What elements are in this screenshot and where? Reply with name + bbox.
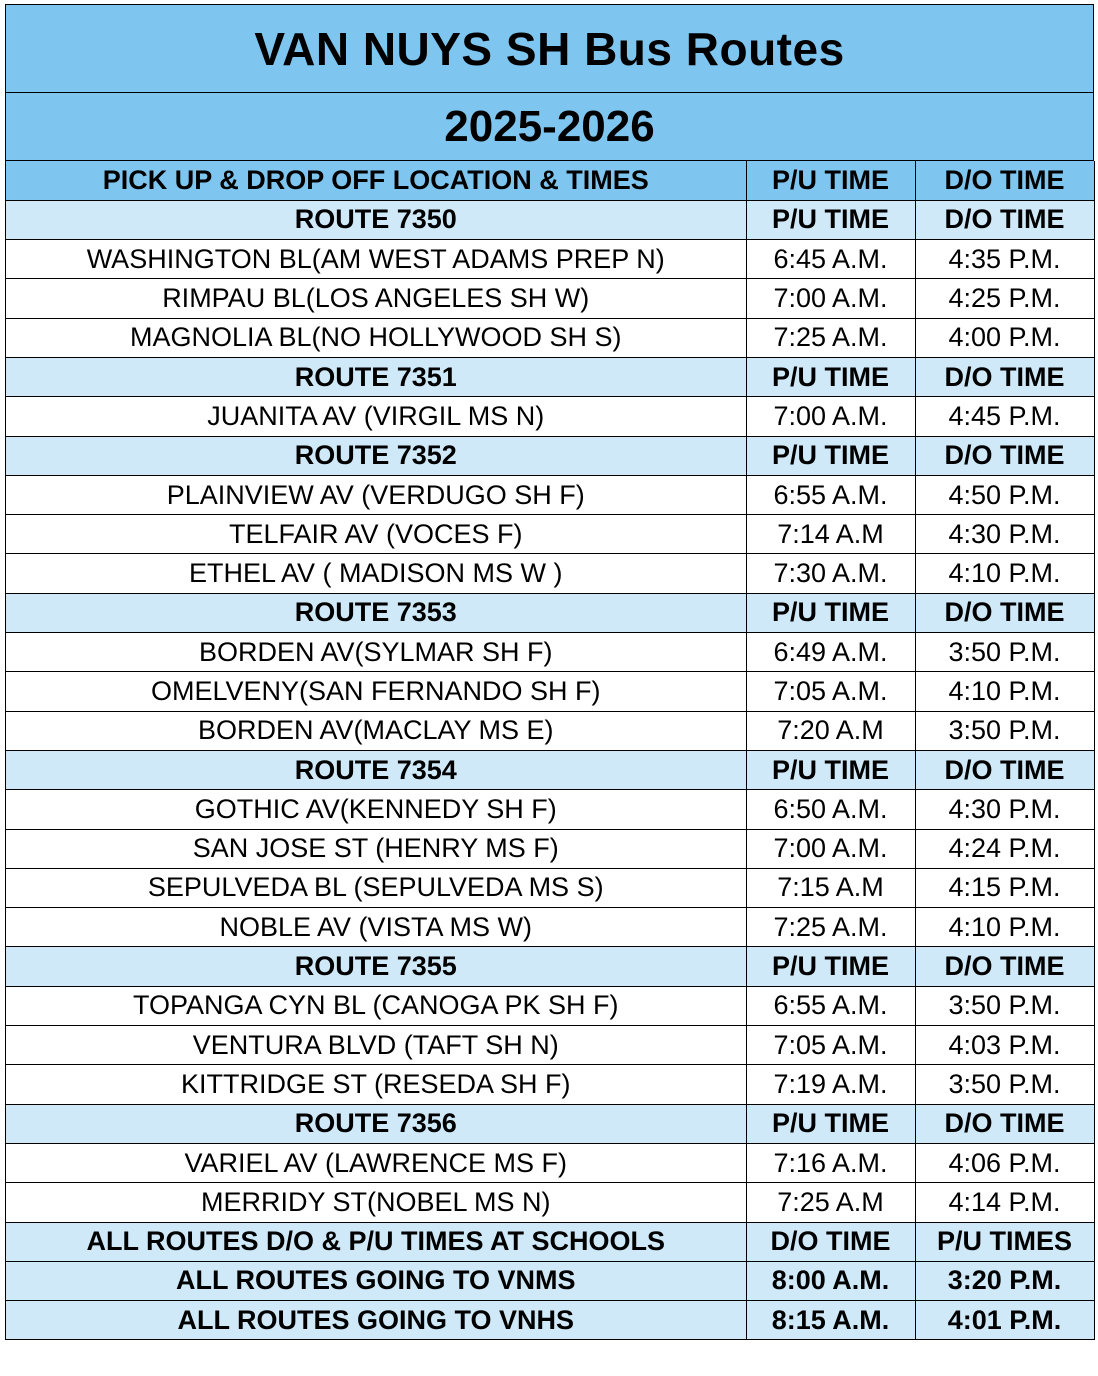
stop-location: MERRIDY ST(NOBEL MS N) (6, 1183, 746, 1222)
stop-row (6, 829, 1094, 868)
stop-row (6, 1143, 1094, 1182)
stop-pickup-time: 7:15 A.M (746, 868, 915, 907)
stop-pickup-time: 7:25 A.M (746, 1183, 915, 1222)
route-dropoff-label: D/O TIME (915, 593, 1094, 632)
stop-location: BORDEN AV(SYLMAR SH F) (6, 633, 746, 672)
stop-pickup-time: 7:30 A.M. (746, 554, 915, 593)
school-times-row (6, 1261, 1094, 1300)
stop-dropoff-time: 3:50 P.M. (915, 1065, 1094, 1104)
route-pickup-label: P/U TIME (746, 436, 915, 475)
route-header-row (6, 750, 1094, 789)
header-location: PICK UP & DROP OFF LOCATION & TIMES (6, 161, 746, 200)
header-pickup-time: P/U TIME (746, 161, 915, 200)
route-header-row (6, 436, 1094, 475)
school-dropoff-time: 8:15 A.M. (746, 1301, 915, 1340)
school-times-label: ALL ROUTES D/O & P/U TIMES AT SCHOOLS (6, 1222, 746, 1261)
stop-dropoff-time: 4:30 P.M. (915, 790, 1094, 829)
stop-row (6, 1026, 1094, 1065)
school-times-col2-label: D/O TIME (746, 1222, 915, 1261)
stop-location: OMELVENY(SAN FERNANDO SH F) (6, 672, 746, 711)
stop-dropoff-time: 4:10 P.M. (915, 908, 1094, 947)
stop-dropoff-time: 3:50 P.M. (915, 633, 1094, 672)
stop-row (6, 397, 1094, 436)
stop-row (6, 633, 1094, 672)
stop-pickup-time: 7:05 A.M. (746, 672, 915, 711)
stop-pickup-time: 6:45 A.M. (746, 240, 915, 279)
stop-row (6, 672, 1094, 711)
bus-routes-sheet (5, 4, 1094, 1340)
route-name: ROUTE 7351 (6, 357, 746, 396)
school-destination: ALL ROUTES GOING TO VNHS (6, 1301, 746, 1340)
stop-row (6, 318, 1094, 357)
stop-location: SAN JOSE ST (HENRY MS F) (6, 829, 746, 868)
route-name: ROUTE 7355 (6, 947, 746, 986)
stop-location: MAGNOLIA BL(NO HOLLYWOOD SH S) (6, 318, 746, 357)
stop-dropoff-time: 4:03 P.M. (915, 1026, 1094, 1065)
school-times-col3-label: P/U TIMES (915, 1222, 1094, 1261)
route-dropoff-label: D/O TIME (915, 947, 1094, 986)
routes-table (6, 161, 1095, 1340)
stop-row (6, 1065, 1094, 1104)
stop-row (6, 240, 1094, 279)
stop-pickup-time: 7:00 A.M. (746, 829, 915, 868)
route-dropoff-label: D/O TIME (915, 357, 1094, 396)
route-header-row (6, 947, 1094, 986)
stop-dropoff-time: 4:10 P.M. (915, 672, 1094, 711)
routes-table-body (6, 161, 1094, 1340)
stop-dropoff-time: 4:06 P.M. (915, 1143, 1094, 1182)
stop-row (6, 908, 1094, 947)
stop-row (6, 475, 1094, 514)
stop-pickup-time: 6:55 A.M. (746, 986, 915, 1025)
stop-row (6, 279, 1094, 318)
stop-location: KITTRIDGE ST (RESEDA SH F) (6, 1065, 746, 1104)
route-header-row (6, 357, 1094, 396)
header-dropoff-time: D/O TIME (915, 161, 1094, 200)
stop-location: RIMPAU BL(LOS ANGELES SH W) (6, 279, 746, 318)
school-times-row (6, 1301, 1094, 1340)
route-dropoff-label: D/O TIME (915, 200, 1094, 239)
stop-pickup-time: 6:49 A.M. (746, 633, 915, 672)
stop-location: VENTURA BLVD (TAFT SH N) (6, 1026, 746, 1065)
stop-row (6, 790, 1094, 829)
stop-location: NOBLE AV (VISTA MS W) (6, 908, 746, 947)
stop-row (6, 515, 1094, 554)
stop-pickup-time: 7:19 A.M. (746, 1065, 915, 1104)
route-header-row (6, 200, 1094, 239)
stop-location: PLAINVIEW AV (VERDUGO SH F) (6, 475, 746, 514)
route-header-row (6, 1104, 1094, 1143)
stop-location: VARIEL AV (LAWRENCE MS F) (6, 1143, 746, 1182)
stop-pickup-time: 7:25 A.M. (746, 908, 915, 947)
stop-pickup-time: 7:25 A.M. (746, 318, 915, 357)
route-name: ROUTE 7354 (6, 750, 746, 789)
stop-location: BORDEN AV(MACLAY MS E) (6, 711, 746, 750)
stop-location: WASHINGTON BL(AM WEST ADAMS PREP N) (6, 240, 746, 279)
stop-location: TOPANGA CYN BL (CANOGA PK SH F) (6, 986, 746, 1025)
stop-location: TELFAIR AV (VOCES F) (6, 515, 746, 554)
stop-dropoff-time: 4:14 P.M. (915, 1183, 1094, 1222)
sheet-title: VAN NUYS SH Bus Routes (6, 5, 1094, 93)
stop-row (6, 711, 1094, 750)
stop-dropoff-time: 4:50 P.M. (915, 475, 1094, 514)
stop-location: SEPULVEDA BL (SEPULVEDA MS S) (6, 868, 746, 907)
route-dropoff-label: D/O TIME (915, 1104, 1094, 1143)
stop-location: ETHEL AV ( MADISON MS W ) (6, 554, 746, 593)
stop-pickup-time: 7:14 A.M (746, 515, 915, 554)
stop-dropoff-time: 4:10 P.M. (915, 554, 1094, 593)
stop-location: JUANITA AV (VIRGIL MS N) (6, 397, 746, 436)
stop-pickup-time: 6:50 A.M. (746, 790, 915, 829)
route-name: ROUTE 7352 (6, 436, 746, 475)
stop-pickup-time: 7:00 A.M. (746, 397, 915, 436)
stop-row (6, 868, 1094, 907)
route-pickup-label: P/U TIME (746, 750, 915, 789)
stop-pickup-time: 6:55 A.M. (746, 475, 915, 514)
stop-dropoff-time: 4:45 P.M. (915, 397, 1094, 436)
stop-location: GOTHIC AV(KENNEDY SH F) (6, 790, 746, 829)
route-dropoff-label: D/O TIME (915, 436, 1094, 475)
route-pickup-label: P/U TIME (746, 357, 915, 396)
stop-row (6, 1183, 1094, 1222)
stop-dropoff-time: 4:15 P.M. (915, 868, 1094, 907)
route-pickup-label: P/U TIME (746, 1104, 915, 1143)
school-pickup-time: 3:20 P.M. (915, 1261, 1094, 1300)
route-dropoff-label: D/O TIME (915, 750, 1094, 789)
route-header-row (6, 593, 1094, 632)
school-pickup-time: 4:01 P.M. (915, 1301, 1094, 1340)
stop-pickup-time: 7:00 A.M. (746, 279, 915, 318)
column-header-row (6, 161, 1094, 200)
stop-dropoff-time: 4:00 P.M. (915, 318, 1094, 357)
school-year: 2025-2026 (6, 93, 1094, 161)
stop-pickup-time: 7:16 A.M. (746, 1143, 915, 1182)
stop-dropoff-time: 4:24 P.M. (915, 829, 1094, 868)
school-destination: ALL ROUTES GOING TO VNMS (6, 1261, 746, 1300)
stop-row (6, 554, 1094, 593)
stop-dropoff-time: 3:50 P.M. (915, 986, 1094, 1025)
route-pickup-label: P/U TIME (746, 593, 915, 632)
stop-row (6, 986, 1094, 1025)
stop-dropoff-time: 4:25 P.M. (915, 279, 1094, 318)
route-name: ROUTE 7350 (6, 200, 746, 239)
route-pickup-label: P/U TIME (746, 947, 915, 986)
school-times-header-row (6, 1222, 1094, 1261)
route-name: ROUTE 7356 (6, 1104, 746, 1143)
school-dropoff-time: 8:00 A.M. (746, 1261, 915, 1300)
stop-pickup-time: 7:05 A.M. (746, 1026, 915, 1065)
route-pickup-label: P/U TIME (746, 200, 915, 239)
route-name: ROUTE 7353 (6, 593, 746, 632)
stop-dropoff-time: 3:50 P.M. (915, 711, 1094, 750)
stop-pickup-time: 7:20 A.M (746, 711, 915, 750)
stop-dropoff-time: 4:30 P.M. (915, 515, 1094, 554)
stop-dropoff-time: 4:35 P.M. (915, 240, 1094, 279)
